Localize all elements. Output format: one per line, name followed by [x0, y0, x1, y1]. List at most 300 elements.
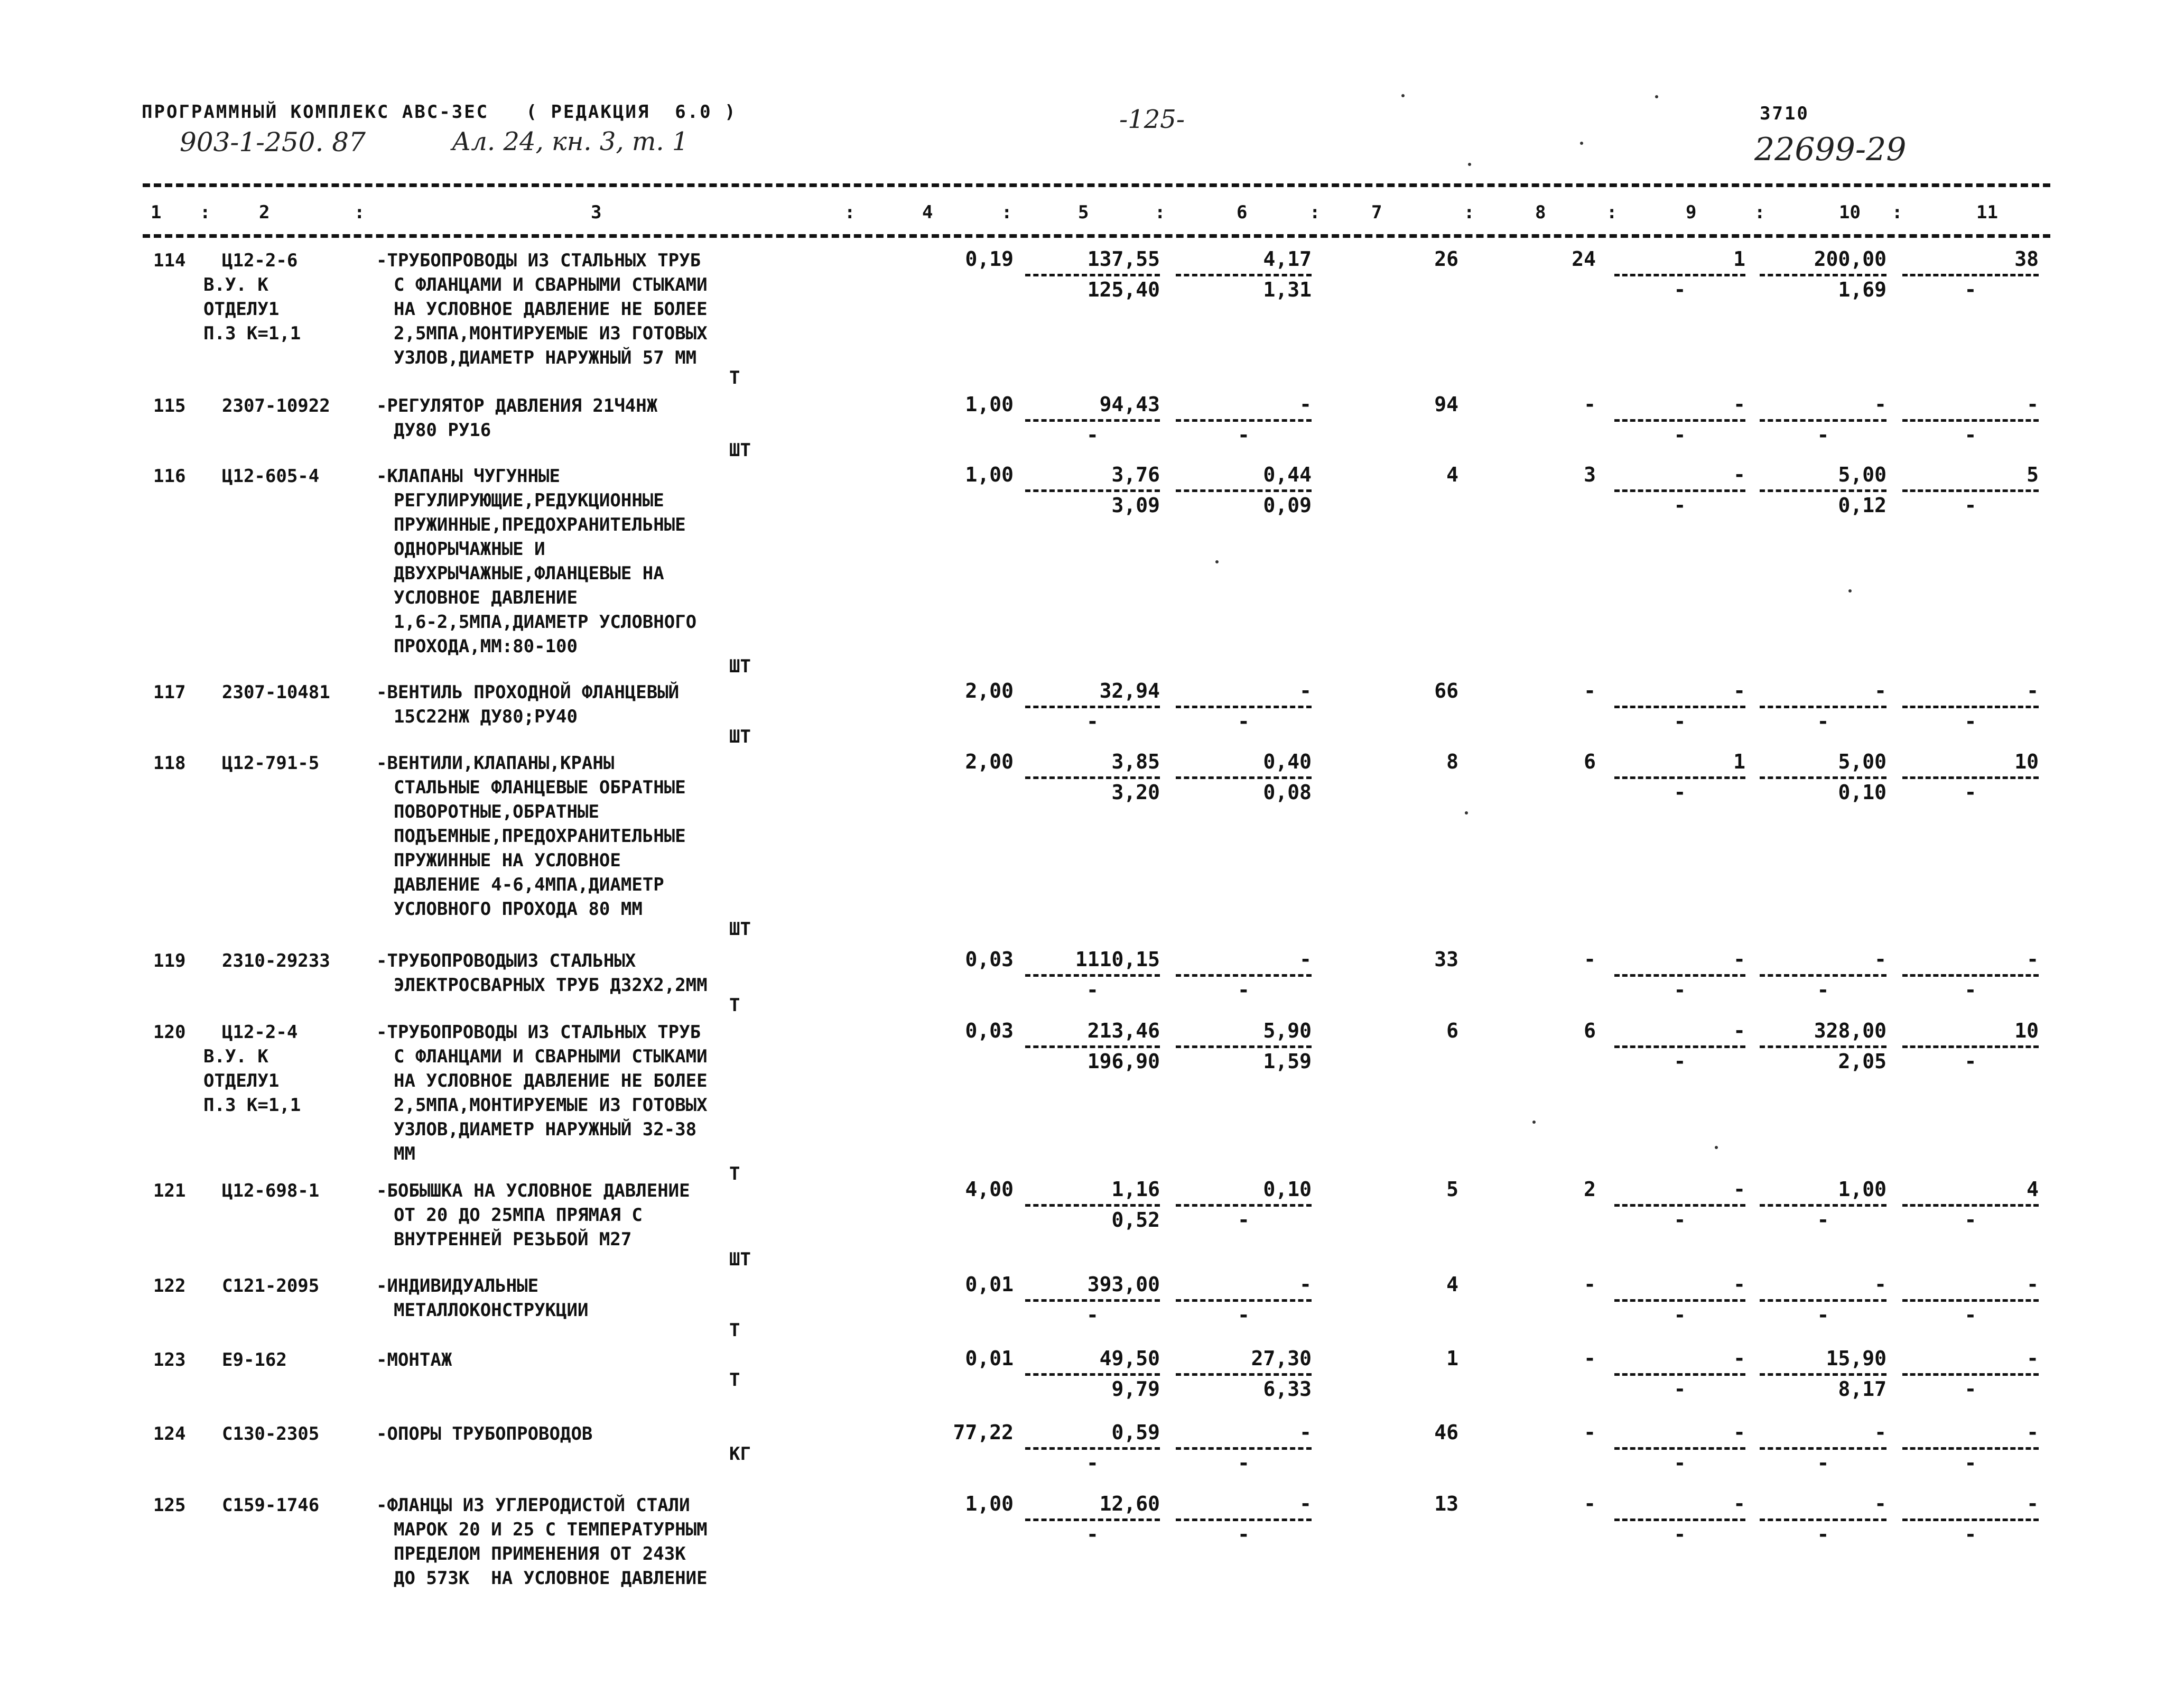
row-code: ОТДЕЛУ1	[203, 299, 280, 320]
cell-c10: -	[1874, 948, 1886, 971]
cell-underline	[1025, 1204, 1160, 1207]
cell-c7: 5	[1446, 1178, 1458, 1201]
cell-underline	[1760, 706, 1886, 708]
row-description: С ФЛАНЦАМИ И СВАРНЫМИ СТЫКАМИ	[394, 274, 708, 295]
cell-c10: -	[1874, 393, 1886, 416]
row-code: 2310-29233	[222, 950, 330, 971]
cell-underline	[1025, 1045, 1160, 1048]
cell-c11b: -	[1964, 494, 1977, 517]
cell-c11: 5	[2027, 463, 2039, 486]
row-description: УЗЛОВ,ДИАМЕТР НАРУЖНЫЙ 57 ММ	[394, 347, 697, 368]
column-separator: :	[1155, 202, 1166, 223]
row-unit: Т	[729, 367, 740, 388]
row-number: 115	[153, 395, 186, 416]
cell-c7: 8	[1446, 750, 1458, 773]
cell-c11b: -	[1964, 278, 1977, 301]
cell-c5b: -	[1086, 1451, 1099, 1475]
cell-underline	[1176, 974, 1312, 977]
cell-c5b: 3,09	[1111, 494, 1160, 517]
document-number: 3710	[1760, 103, 1809, 124]
row-description: ПРУЖИННЫЕ НА УСЛОВНОЕ	[394, 850, 621, 871]
cell-underline	[1902, 974, 2039, 977]
cell-c6b: -	[1238, 1208, 1250, 1232]
cell-c8: 6	[1584, 750, 1596, 773]
row-description: -РЕГУЛЯТОР ДАВЛЕНИЯ 21Ч4НЖ	[376, 395, 658, 416]
row-description: УСЛОВНОЕ ДАВЛЕНИЕ	[394, 587, 578, 608]
cell-c6: -	[1299, 393, 1312, 416]
column-separator: :	[200, 202, 211, 223]
cell-c6b: 6,33	[1263, 1377, 1312, 1401]
column-number-8: 8	[1535, 202, 1546, 223]
cell-c6b: -	[1238, 1451, 1250, 1475]
cell-c6: -	[1299, 1273, 1312, 1296]
column-separator: :	[354, 202, 365, 223]
program-title: ПРОГРАММНЫЙ КОМПЛЕКС АВС-3ЕС ( РЕДАКЦИЯ 6.0 )	[142, 101, 737, 123]
cell-underline	[1902, 1045, 2039, 1048]
cell-c5: 137,55	[1087, 247, 1160, 271]
scan-speck	[1468, 163, 1471, 166]
cell-c9: -	[1733, 948, 1745, 971]
cell-c10: 5,00	[1838, 463, 1886, 486]
cell-c5: 3,76	[1111, 463, 1160, 486]
cell-underline	[1760, 974, 1886, 977]
cell-underline	[1025, 1519, 1160, 1521]
column-number-11: 11	[1976, 202, 1998, 223]
column-number-5: 5	[1078, 202, 1089, 223]
row-description: -ВЕНТИЛИ,КЛАПАНЫ,КРАНЫ	[376, 753, 615, 774]
cell-underline	[1902, 489, 2039, 492]
cell-underline	[1025, 274, 1160, 276]
cell-c5: 393,00	[1087, 1273, 1160, 1296]
cell-c8: 2	[1584, 1178, 1596, 1201]
cell-c6b: -	[1238, 1523, 1250, 1546]
cell-c5b: -	[1086, 1523, 1099, 1546]
cell-c9b: -	[1674, 278, 1686, 301]
cell-c7: 13	[1434, 1492, 1458, 1515]
cell-c9: 1	[1733, 247, 1745, 271]
row-number: 125	[153, 1495, 186, 1516]
cell-underline	[1614, 1045, 1745, 1048]
row-code: С121-2095	[222, 1275, 320, 1297]
row-code: Ц12-2-4	[222, 1022, 298, 1043]
cell-c9: -	[1733, 1019, 1745, 1042]
cell-c10b: 1,69	[1838, 278, 1886, 301]
column-separator: :	[1464, 202, 1475, 223]
row-description: ПРУЖИННЫЕ,ПРЕДОХРАНИТЕЛЬНЫЕ	[394, 514, 686, 535]
cell-c9b: -	[1674, 1451, 1686, 1475]
cell-c11b: -	[1964, 781, 1977, 804]
row-code: П.3 К=1,1	[203, 323, 301, 344]
cell-c9: -	[1733, 1178, 1745, 1201]
cell-c5b: 0,52	[1111, 1208, 1160, 1232]
cell-c9b: -	[1674, 494, 1686, 517]
cell-c11: -	[2027, 1347, 2039, 1370]
cell-c9: -	[1733, 1421, 1745, 1444]
cell-c10b: 8,17	[1838, 1377, 1886, 1401]
scan-speck	[1580, 142, 1583, 145]
cell-c10b: -	[1817, 1451, 1829, 1475]
row-description: НА УСЛОВНОЕ ДАВЛЕНИЕ НЕ БОЛЕЕ	[394, 299, 708, 320]
cell-underline	[1760, 489, 1886, 492]
cell-c5: 0,59	[1111, 1421, 1160, 1444]
row-unit: ШТ	[729, 656, 751, 677]
cell-c11: -	[2027, 393, 2039, 416]
cell-underline	[1614, 1204, 1745, 1207]
cell-c4: 4,00	[965, 1178, 1014, 1201]
column-number-6: 6	[1237, 202, 1248, 223]
row-description: -ТРУБОПРОВОДЫ ИЗ СТАЛЬНЫХ ТРУБ	[376, 1022, 701, 1043]
cell-c10: -	[1874, 1492, 1886, 1515]
cell-c8: 3	[1584, 463, 1596, 486]
row-description: ПОДЪЕМНЫЕ,ПРЕДОХРАНИТЕЛЬНЫЕ	[394, 826, 686, 847]
cell-underline	[1902, 1299, 2039, 1302]
cell-c10b: -	[1817, 710, 1829, 733]
cell-underline	[1176, 419, 1312, 422]
cell-c6b: -	[1238, 1303, 1250, 1327]
row-description: МЕТАЛЛОКОНСТРУКЦИИ	[394, 1300, 589, 1321]
scan-speck	[1715, 1146, 1718, 1149]
cell-c11: -	[2027, 1421, 2039, 1444]
cell-c5: 49,50	[1099, 1347, 1160, 1370]
cell-c11: 10	[2014, 750, 2039, 773]
row-code: С159-1746	[222, 1495, 320, 1516]
row-description: -ТРУБОПРОВОДЫИЗ СТАЛЬНЫХ	[376, 950, 636, 971]
cell-c5b: -	[1086, 1303, 1099, 1327]
table-header-rule	[143, 234, 2050, 238]
cell-c6: 0,40	[1263, 750, 1312, 773]
cell-c6: 4,17	[1263, 247, 1312, 271]
cell-underline	[1902, 706, 2039, 708]
cell-underline	[1176, 1373, 1312, 1376]
cell-underline	[1614, 1373, 1745, 1376]
cell-c7: 94	[1434, 393, 1458, 416]
cell-c9: -	[1733, 1347, 1745, 1370]
cell-underline	[1176, 274, 1312, 276]
row-description: -КЛАПАНЫ ЧУГУННЫЕ	[376, 466, 560, 487]
cell-underline	[1760, 1204, 1886, 1207]
cell-c9: -	[1733, 679, 1745, 702]
row-unit: Т	[729, 995, 740, 1016]
row-description: ОТ 20 ДО 25МПА ПРЯМАЯ С	[394, 1205, 643, 1226]
cell-underline	[1902, 1204, 2039, 1207]
cell-c10: 15,90	[1826, 1347, 1886, 1370]
cell-c6b: 0,09	[1263, 494, 1312, 517]
cell-underline	[1614, 419, 1745, 422]
cell-c11: 4	[2027, 1178, 2039, 1201]
row-number: 121	[153, 1180, 186, 1201]
cell-underline	[1176, 776, 1312, 779]
row-code: Ц12-605-4	[222, 466, 320, 487]
row-code: Е9-162	[222, 1349, 287, 1371]
cell-c6: -	[1299, 948, 1312, 971]
row-code: 2307-10481	[222, 682, 330, 703]
cell-underline	[1025, 706, 1160, 708]
row-code: ОТДЕЛУ1	[203, 1070, 280, 1091]
row-number: 114	[153, 250, 186, 271]
page-number: -125-	[1119, 105, 1185, 134]
cell-c10: -	[1874, 1421, 1886, 1444]
cell-c5b: -	[1086, 978, 1099, 1002]
cell-underline	[1614, 706, 1745, 708]
row-description: ДВУХРЫЧАЖНЫЕ,ФЛАНЦЕВЫЕ НА	[394, 563, 664, 584]
cell-c6b: 0,08	[1263, 781, 1312, 804]
cell-underline	[1760, 776, 1886, 779]
row-unit: ШТ	[729, 726, 751, 747]
cell-c5: 3,85	[1111, 750, 1160, 773]
cell-c7: 6	[1446, 1019, 1458, 1042]
cell-c5: 32,94	[1099, 679, 1160, 702]
column-number-4: 4	[922, 202, 933, 223]
row-number: 120	[153, 1022, 186, 1043]
row-number: 116	[153, 466, 186, 487]
row-description: -ИНДИВИДУАЛЬНЫЕ	[376, 1275, 539, 1297]
cell-c5: 213,46	[1087, 1019, 1160, 1042]
cell-underline	[1902, 776, 2039, 779]
row-description: -ВЕНТИЛЬ ПРОХОДНОЙ ФЛАНЦЕВЫЙ	[376, 682, 680, 703]
cell-c10: -	[1874, 679, 1886, 702]
cell-c6b: -	[1238, 978, 1250, 1002]
column-number-9: 9	[1686, 202, 1697, 223]
row-number: 123	[153, 1349, 186, 1371]
scan-speck	[1465, 811, 1468, 814]
cell-c5b: -	[1086, 710, 1099, 733]
column-separator: :	[1754, 202, 1765, 223]
row-description: ЭЛЕКТРОСВАРНЫХ ТРУБ Д32Х2,2ММ	[394, 975, 708, 996]
cell-c4: 2,00	[965, 679, 1014, 702]
cell-c11b: -	[1964, 1050, 1977, 1073]
cell-c9: -	[1733, 1492, 1745, 1515]
row-description: -ФЛАНЦЫ ИЗ УГЛЕРОДИСТОЙ СТАЛИ	[376, 1495, 690, 1516]
cell-c7: 4	[1446, 1273, 1458, 1296]
cell-c11: -	[2027, 948, 2039, 971]
cell-c7: 26	[1434, 247, 1458, 271]
cell-underline	[1176, 1447, 1312, 1450]
cell-c10b: 0,10	[1838, 781, 1886, 804]
cell-c11b: -	[1964, 1451, 1977, 1475]
cell-underline	[1614, 1519, 1745, 1521]
cell-c5b: 9,79	[1111, 1377, 1160, 1401]
cell-c10b: -	[1817, 1303, 1829, 1327]
scan-speck	[1655, 95, 1658, 98]
cell-c8: -	[1584, 1492, 1596, 1515]
cell-underline	[1614, 274, 1745, 276]
cell-c4: 0,03	[965, 948, 1014, 971]
cell-c7: 4	[1446, 463, 1458, 486]
cell-underline	[1614, 1447, 1745, 1450]
cell-underline	[1902, 1373, 2039, 1376]
row-unit: ШТ	[729, 1249, 751, 1270]
row-code: В.У. К	[203, 1046, 268, 1067]
row-unit: Т	[729, 1369, 740, 1391]
row-description: ОДНОРЫЧАЖНЫЕ И	[394, 539, 545, 560]
cell-c9b: -	[1674, 1050, 1686, 1073]
cell-underline	[1025, 1447, 1160, 1450]
cell-c10b: -	[1817, 1523, 1829, 1546]
cell-underline	[1176, 1519, 1312, 1521]
cell-c9: -	[1733, 1273, 1745, 1296]
column-number-2: 2	[259, 202, 270, 223]
row-description: ВНУТРЕННЕЙ РЕЗЬБОЙ М27	[394, 1229, 632, 1250]
row-code: Ц12-698-1	[222, 1180, 320, 1201]
row-description: -ОПОРЫ ТРУБОПРОВОДОВ	[376, 1423, 593, 1445]
cell-c5b: 196,90	[1087, 1050, 1160, 1073]
cell-c10b: 0,12	[1838, 494, 1886, 517]
column-number-3: 3	[591, 202, 602, 223]
cell-c4: 1,00	[965, 463, 1014, 486]
row-code: С130-2305	[222, 1423, 320, 1445]
row-code: В.У. К	[203, 274, 268, 295]
column-number-7: 7	[1371, 202, 1382, 223]
cell-underline	[1760, 1447, 1886, 1450]
column-number-1: 1	[151, 202, 162, 223]
cell-underline	[1025, 419, 1160, 422]
cell-c8: -	[1584, 679, 1596, 702]
cell-c6: -	[1299, 1421, 1312, 1444]
cell-underline	[1760, 1519, 1886, 1521]
cell-c4: 0,19	[965, 247, 1014, 271]
cell-c5b: -	[1086, 423, 1099, 447]
row-description: С ФЛАНЦАМИ И СВАРНЫМИ СТЫКАМИ	[394, 1046, 708, 1067]
cell-underline	[1176, 1204, 1312, 1207]
cell-c4: 0,03	[965, 1019, 1014, 1042]
row-number: 118	[153, 753, 186, 774]
cell-c6: 27,30	[1251, 1347, 1312, 1370]
cell-c11: -	[2027, 1273, 2039, 1296]
cell-underline	[1902, 1519, 2039, 1521]
row-description: ПОВОРОТНЫЕ,ОБРАТНЫЕ	[394, 801, 599, 822]
cell-c11b: -	[1964, 1208, 1977, 1232]
column-separator: :	[1309, 202, 1321, 223]
row-number: 124	[153, 1423, 186, 1445]
row-description: ПРОХОДА,ММ:80-100	[394, 636, 578, 657]
cell-c9: -	[1733, 463, 1745, 486]
cell-underline	[1614, 776, 1745, 779]
row-unit: Т	[729, 1163, 740, 1184]
inventory-number: 22699-29	[1754, 131, 1907, 168]
cell-c4: 2,00	[965, 750, 1014, 773]
row-unit: КГ	[729, 1443, 751, 1465]
cell-c8: -	[1584, 393, 1596, 416]
cell-underline	[1025, 489, 1160, 492]
cell-underline	[1760, 1045, 1886, 1048]
cell-c7: 66	[1434, 679, 1458, 702]
cell-c11b: -	[1964, 1523, 1977, 1546]
row-description: 15С22НЖ ДУ80;РУ40	[394, 706, 578, 727]
row-description: УЗЛОВ,ДИАМЕТР НАРУЖНЫЙ 32-38	[394, 1119, 697, 1140]
cell-c10: -	[1874, 1273, 1886, 1296]
cell-underline	[1902, 419, 2039, 422]
cell-underline	[1760, 274, 1886, 276]
cell-c9b: -	[1674, 1523, 1686, 1546]
row-unit: Т	[729, 1320, 740, 1341]
column-separator: :	[1001, 202, 1012, 223]
column-separator: :	[844, 202, 856, 223]
cell-underline	[1025, 1299, 1160, 1302]
cell-underline	[1614, 974, 1745, 977]
cell-c4: 0,01	[965, 1347, 1014, 1370]
cell-c8: -	[1584, 1347, 1596, 1370]
cell-c6b: 1,59	[1263, 1050, 1312, 1073]
cell-c10b: -	[1817, 1208, 1829, 1232]
row-description: -МОНТАЖ	[376, 1349, 452, 1371]
cell-c6: -	[1299, 679, 1312, 702]
cell-c6b: -	[1238, 710, 1250, 733]
cell-underline	[1025, 776, 1160, 779]
row-description: 2,5МПА,МОНТИРУЕМЫЕ ИЗ ГОТОВЫХ	[394, 1095, 708, 1116]
row-description: СТАЛЬНЫЕ ФЛАНЦЕВЫЕ ОБРАТНЫЕ	[394, 777, 686, 798]
cell-c4: 1,00	[965, 1492, 1014, 1515]
row-unit: ШТ	[729, 440, 751, 461]
cell-c5: 1,16	[1111, 1178, 1160, 1201]
cell-c11: 10	[2014, 1019, 2039, 1042]
row-description: МАРОК 20 И 25 С ТЕМПЕРАТУРНЫМ	[394, 1519, 708, 1540]
cell-underline	[1614, 1299, 1745, 1302]
table-top-rule	[143, 183, 2050, 187]
cell-underline	[1760, 1373, 1886, 1376]
cell-c10: 1,00	[1838, 1178, 1886, 1201]
cell-c9b: -	[1674, 1303, 1686, 1327]
cell-c8: -	[1584, 948, 1596, 971]
row-number: 119	[153, 950, 186, 971]
cell-c6: -	[1299, 1492, 1312, 1515]
scan-speck	[1532, 1121, 1536, 1124]
cell-c9b: -	[1674, 1208, 1686, 1232]
cell-c11: -	[2027, 1492, 2039, 1515]
cell-c9b: -	[1674, 781, 1686, 804]
cell-c4: 0,01	[965, 1273, 1014, 1296]
row-number: 117	[153, 682, 186, 703]
cell-c8: 24	[1572, 247, 1596, 271]
cell-c11b: -	[1964, 1303, 1977, 1327]
cell-c6b: 1,31	[1263, 278, 1312, 301]
cell-underline	[1902, 1447, 2039, 1450]
cell-underline	[1025, 974, 1160, 977]
cell-c10b: -	[1817, 978, 1829, 1002]
row-description: РЕГУЛИРУЮЩИЕ,РЕДУКЦИОННЫЕ	[394, 490, 664, 511]
cell-c11b: -	[1964, 978, 1977, 1002]
row-description: -БОБЫШКА НА УСЛОВНОЕ ДАВЛЕНИЕ	[376, 1180, 690, 1201]
cell-c5b: 3,20	[1111, 781, 1160, 804]
cell-c8: -	[1584, 1273, 1596, 1296]
cell-c9b: -	[1674, 1377, 1686, 1401]
cell-c8: 6	[1584, 1019, 1596, 1042]
album-reference: Ал. 24, кн. 3, т. 1	[452, 127, 689, 156]
cell-c5: 12,60	[1099, 1492, 1160, 1515]
cell-c6b: -	[1238, 423, 1250, 447]
cell-c4: 1,00	[965, 393, 1014, 416]
cell-c11b: -	[1964, 710, 1977, 733]
scan-speck	[1215, 560, 1219, 563]
row-description: ДАВЛЕНИЕ 4-6,4МПА,ДИАМЕТР	[394, 874, 664, 895]
cell-c6: 5,90	[1263, 1019, 1312, 1042]
row-code: Ц12-791-5	[222, 753, 320, 774]
cell-underline	[1760, 1299, 1886, 1302]
row-description: ПРЕДЕЛОМ ПРИМЕНЕНИЯ ОТ 243К	[394, 1543, 686, 1564]
cell-c10: 200,00	[1814, 247, 1886, 271]
cell-c5b: 125,40	[1087, 278, 1160, 301]
cell-underline	[1176, 1299, 1312, 1302]
cell-c10b: -	[1817, 423, 1829, 447]
cell-c9: 1	[1733, 750, 1745, 773]
cell-c9b: -	[1674, 710, 1686, 733]
cell-c11: -	[2027, 679, 2039, 702]
cell-c9b: -	[1674, 423, 1686, 447]
row-description: ММ	[394, 1143, 415, 1164]
cell-c11b: -	[1964, 423, 1977, 447]
cell-c7: 1	[1446, 1347, 1458, 1370]
scan-speck	[1401, 94, 1405, 97]
cell-c8: -	[1584, 1421, 1596, 1444]
